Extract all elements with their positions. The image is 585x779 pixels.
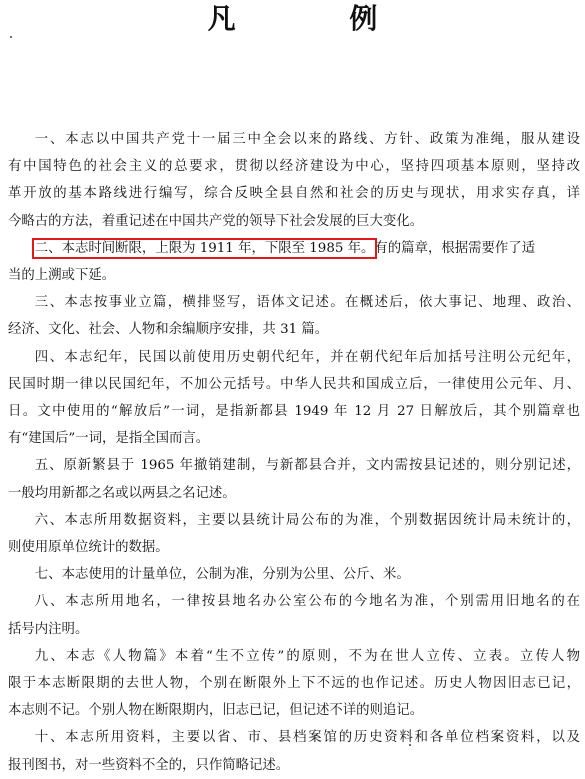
scan-speck: [10, 36, 12, 38]
paragraph-3: [8, 289, 580, 343]
paragraph-line: 有中国特色的社会主义的总要求，贯彻以经济建设为中心，坚持四项基本原则，坚持改: [8, 159, 580, 175]
paragraph-5: [8, 452, 580, 506]
paragraph-line: 当的上溯或下延。: [8, 268, 116, 284]
paragraph-line: [8, 235, 580, 262]
paragraph-line: 七、本志使用的计量单位，公制为准，分别为公里、公斤、米。: [34, 567, 410, 583]
page-title: 凡 例: [207, 2, 430, 35]
paragraph-line: 则使用原单位统计的数据。: [8, 540, 169, 556]
paragraph-8: [8, 588, 580, 642]
paragraph-10: [8, 724, 580, 778]
paragraph-line: 今略古的方法，着重记述在中国共产党的领导下社会发展的巨大变化。: [8, 213, 424, 229]
paragraph-line: 九、本志《人物篇》本着“生不立传”的原则，不为在世人立传、立表。立传人物: [34, 648, 580, 664]
paragraph-line: 限于本志断限期的去世人物，个别在断限外上下不远的也作记述。历史人物因旧志已记，: [8, 676, 580, 692]
paragraph-2: [8, 235, 580, 289]
paragraph-line: 一般均用新都之名或以两县之名记述。: [8, 485, 236, 501]
paragraph-line: 四、本志纪年，民国以前使用历史朝代纪年，并在朝代纪年后加括号注明公元纪年，: [34, 349, 580, 365]
paragraph-line: 一、本志以中国共产党十一届三中全会以来的路线、方针、政策为准绳，服从建设: [34, 132, 580, 147]
paragraph-9: [8, 643, 580, 725]
paragraph-line: 八、本志所用地名，一律按县地名办公室公布的今地名为准，个别需用旧地名的在: [34, 594, 580, 610]
paragraph-line: 报刊图书，对一些资料不全的，只作简略记述。: [8, 757, 290, 773]
paragraph-line: 六、本志所用数据资料，主要以县统计局公布的为准，个别数据因统计局未统计的，: [34, 512, 580, 528]
paragraph-1: [8, 126, 580, 235]
body-text: [8, 126, 580, 779]
paragraph-line: 括号内注明。: [8, 621, 89, 637]
paragraph-line: 十、本志所用资料，主要以省、市、县档案馆的历史资料和各单位档案资料，以及: [34, 730, 580, 746]
paragraph-line: 民国时期一律以民国纪年，不加公元括号。中华人民共和国成立后，一律使用公元年、月、: [8, 376, 580, 392]
paragraph-line: 本志则不记。个别人物在断限期内，旧志已记，但记述不详的则追记。: [8, 703, 424, 719]
paragraph-line: 日。文中使用的“解放后”一词，是指新都县 1949 年 12 月 27 日解放后，其个别篇章也: [8, 404, 580, 420]
paragraph-line: 三、本志按事业立篇，横排竖写，语体文记述。在概述后，依大事记、地理、政治、: [34, 295, 580, 311]
paragraph-6: [8, 507, 580, 561]
paragraph-7: [8, 561, 580, 588]
paragraph-line: 经济、文化、社会、人物和余编顺序安排，共 31 篇。: [8, 322, 329, 338]
paragraph-line: 革开放的基本路线进行编写，综合反映全县自然和社会的历史与现状，用求实存真，详: [8, 186, 580, 202]
paragraph-line: 有“建国后”一词，是指全国而言。: [8, 431, 210, 447]
highlighted-text: 二、本志时间断限，上限为 1911 年，下限至 1985 年。: [34, 240, 375, 256]
paragraph-line: 五、原新繁县于 1965 年撤销建制，与新都县合并，文内需按县记述的，则分别记述，: [34, 458, 580, 474]
paragraph-4: [8, 344, 580, 453]
paragraph-line-rest: 有的篇章，根据需要作了适: [374, 240, 536, 256]
